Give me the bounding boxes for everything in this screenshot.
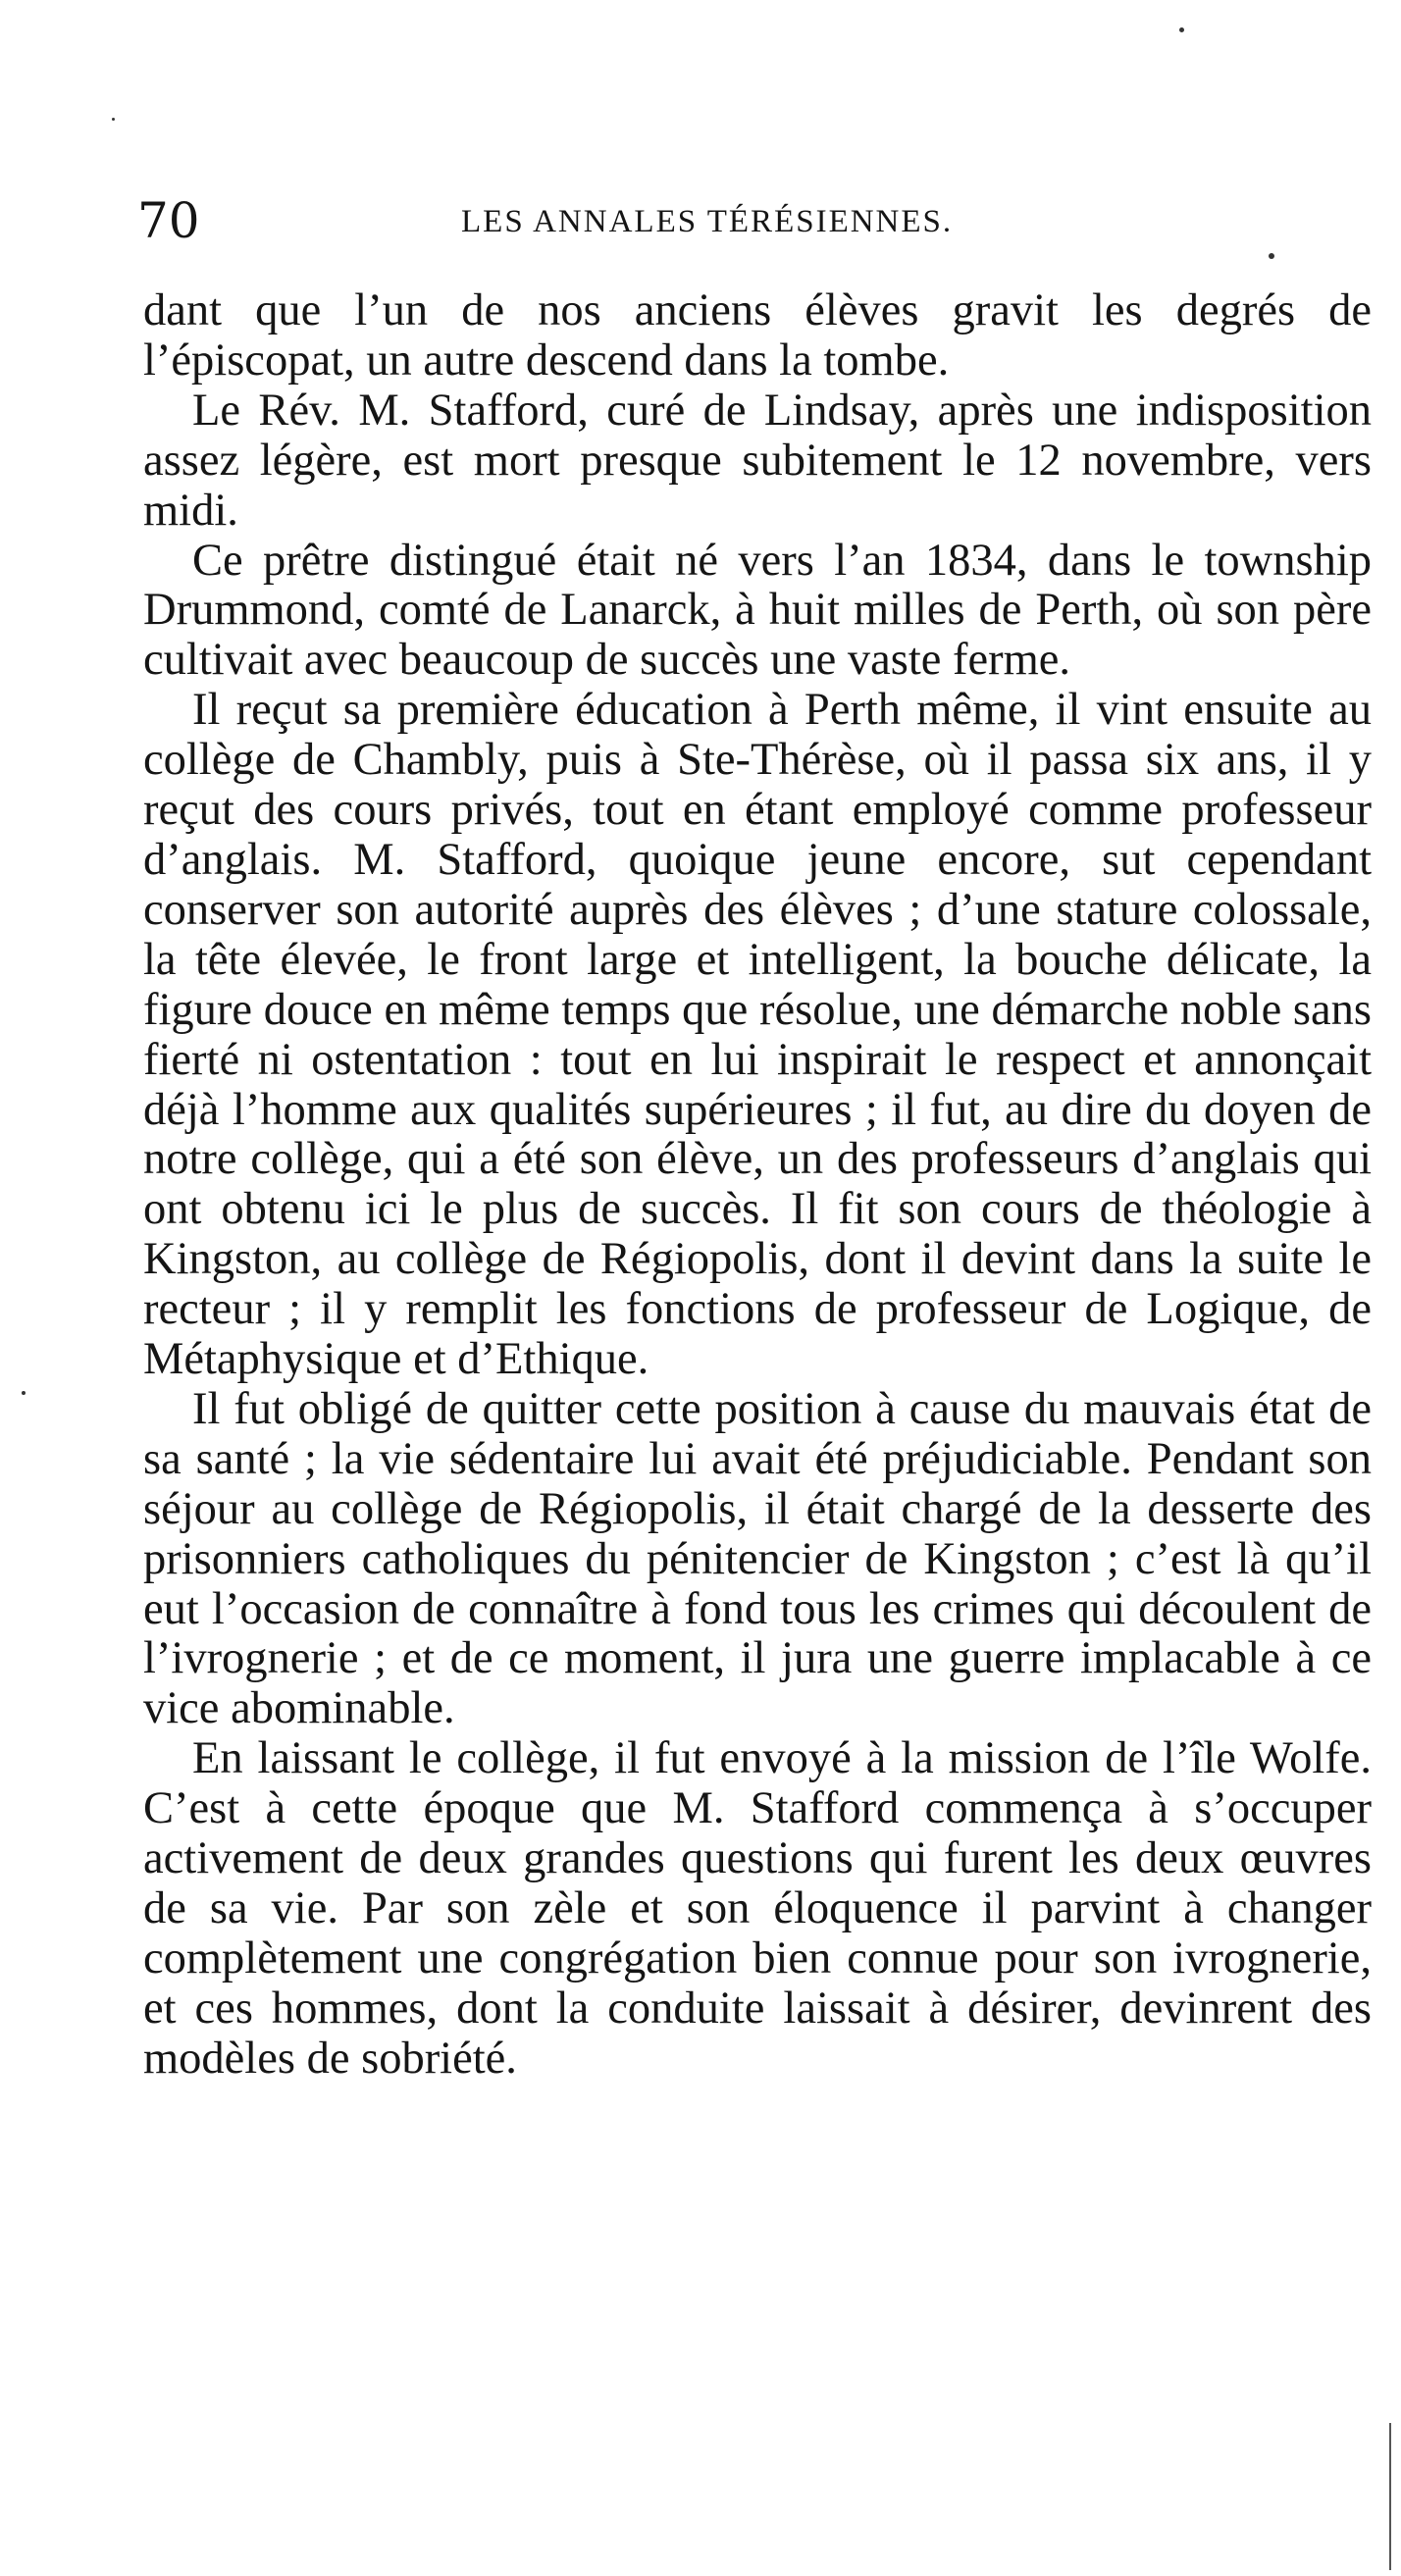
ink-speck [112, 118, 115, 121]
page-number: 70 [137, 192, 200, 249]
paragraph: Le Rév. M. Stafford, curé de Lindsay, après une indisposition assez légère, est mort presque subitement le 12 novembre, vers midi. [143, 385, 1372, 536]
page-header [137, 186, 1374, 255]
paragraph: En laissant le collège, il fut envoyé à la mission de l’île Wolfe. C’est à cette époque que M. Stafford commença à s’occuper activement de deux grandes questions qui furent les deux œuvres de sa vie. Par son zèle et son éloquence il parvint à changer complètement une congrégation bien connue pour son ivrognerie, et ces hommes, dont la conduite laissait à désirer, devinrent des modèles de sobriété. [143, 1733, 1372, 2084]
page-edge-line [1389, 2423, 1391, 2570]
paragraph: Il fut obligé de quitter cette position à cause du mauvais état de sa santé ; la vie sédentaire lui avait été préjudiciable. Pendant son séjour au collège de Régiopolis, il était chargé de la desserte des prisonniers catholiques du pénitencier de Kingston ; c’est là qu’il eut l’occasion de connaître à fond tous les crimes qui découlent de l’ivrognerie ; et de ce moment, il jura une guerre implacable à ce vice abominable. [143, 1383, 1372, 1734]
body-text [143, 286, 1372, 2085]
paragraph: Ce prêtre distingué était né vers l’an 1834, dans le township Drummond, comté de Lanarck, à huit milles de Perth, où son père cultivait avec beaucoup de succès une vaste ferme. [143, 535, 1372, 686]
ink-speck [1179, 27, 1184, 32]
paragraph: dant que l’un de nos anciens élèves gravit les degrés de l’épiscopat, un autre descend dans la tombe. [143, 285, 1372, 386]
running-title: LES ANNALES TÉRÉSIENNES. [461, 204, 954, 239]
ink-speck [1269, 253, 1274, 259]
ink-speck [22, 1391, 26, 1395]
paragraph: Il reçut sa première éducation à Perth même, il vint ensuite au collège de Chambly, puis à Ste-Thérèse, où il passa six ans, il y reçut des cours privés, tout en étant employé comme professeur d’anglais. M. Stafford, quoique jeune encore, sut cependant conserver son autorité auprès des élèves ; d’une stature colossale, la tête élevée, le front large et intelligent, la bouche délicate, la figure douce en même temps que résolue, une démarche noble sans fierté ni ostentation : tout en lui inspirait le respect et annonçait déjà l’homme aux qualités supérieures ; il fut, au dire du doyen de notre collège, qui a été son élève, un des professeurs d’anglais qui ont obtenu ici le plus de succès. Il fit son cours de théologie à Kingston, au collège de Régiopolis, dont il devint dans la suite le recteur ; il y remplit les fonctions de professeur de Logique, de Métaphysique et d’Ethique. [143, 685, 1372, 1385]
